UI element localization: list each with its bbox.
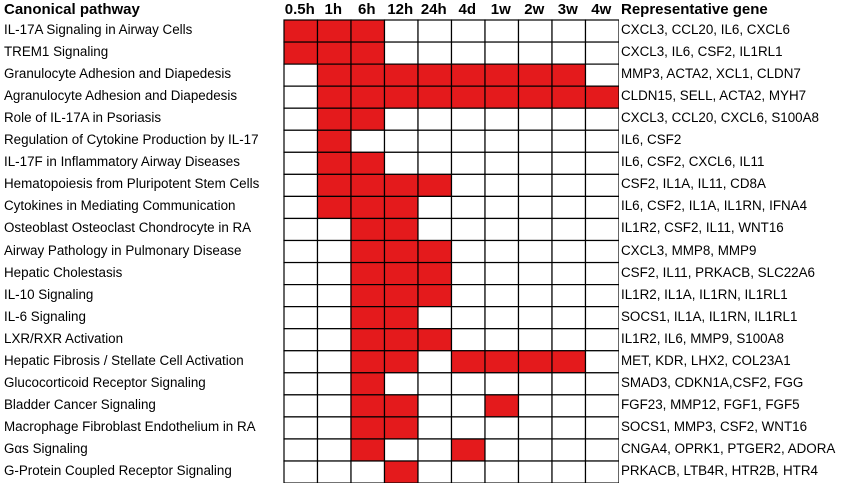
cell-active xyxy=(385,417,419,439)
cell-active xyxy=(485,395,519,417)
cell-active xyxy=(418,64,452,86)
cell-inactive xyxy=(318,373,352,395)
cell-inactive xyxy=(385,20,419,42)
column-header-5: 4d xyxy=(458,1,476,18)
cell-active xyxy=(351,86,385,108)
cell-inactive xyxy=(284,174,318,196)
cell-inactive xyxy=(351,130,385,152)
cell-inactive xyxy=(318,218,352,240)
cell-inactive xyxy=(552,263,586,285)
cell-inactive xyxy=(452,395,486,417)
cell-inactive xyxy=(586,130,620,152)
cell-active xyxy=(418,285,452,307)
cell-inactive xyxy=(284,461,318,483)
cell-active xyxy=(351,439,385,461)
cell-inactive xyxy=(284,130,318,152)
cell-inactive xyxy=(586,307,620,329)
cell-active xyxy=(385,307,419,329)
cell-active xyxy=(385,241,419,263)
column-header-6: 1w xyxy=(490,1,511,18)
cell-active xyxy=(351,329,385,351)
gene-label: CSF2, IL1A, IL11, CD8A xyxy=(621,176,766,192)
cell-active xyxy=(351,42,385,64)
cell-inactive xyxy=(552,196,586,218)
cell-inactive xyxy=(452,263,486,285)
cell-inactive xyxy=(284,285,318,307)
cell-active xyxy=(318,20,352,42)
cell-inactive xyxy=(452,130,486,152)
cell-active xyxy=(318,42,352,64)
cell-inactive xyxy=(284,152,318,174)
cell-inactive xyxy=(586,152,620,174)
cell-active xyxy=(351,351,385,373)
cell-inactive xyxy=(284,417,318,439)
cell-inactive xyxy=(318,395,352,417)
cell-inactive xyxy=(418,461,452,483)
cell-inactive xyxy=(418,130,452,152)
gene-label: IL6, CSF2, CXCL6, IL11 xyxy=(621,154,765,170)
pathway-label: Bladder Cancer Signaling xyxy=(4,396,156,412)
gene-label: IL1R2, IL6, MMP9, S100A8 xyxy=(621,330,785,346)
cell-inactive xyxy=(418,196,452,218)
cell-inactive xyxy=(552,461,586,483)
cell-active xyxy=(351,196,385,218)
cell-inactive xyxy=(519,285,553,307)
pathway-label: Hepatic Fibrosis / Stellate Cell Activation xyxy=(4,352,244,368)
cell-inactive xyxy=(418,152,452,174)
cell-inactive xyxy=(586,439,620,461)
cell-active xyxy=(385,351,419,373)
gene-label: MET, KDR, LHX2, COL23A1 xyxy=(621,352,791,368)
cell-inactive xyxy=(485,196,519,218)
cell-inactive xyxy=(452,152,486,174)
cell-inactive xyxy=(318,351,352,373)
cell-active xyxy=(318,64,352,86)
cell-inactive xyxy=(485,241,519,263)
gene-label: SOCS1, MMP3, CSF2, WNT16 xyxy=(621,418,808,434)
cell-active xyxy=(318,86,352,108)
cell-active xyxy=(318,130,352,152)
gene-label: IL1R2, CSF2, IL11, WNT16 xyxy=(621,220,784,236)
gene-label: CXCL3, MMP8, MMP9 xyxy=(621,242,757,258)
gene-label: IL1R2, IL1A, IL1RN, IL1RL1 xyxy=(621,286,788,302)
cell-active xyxy=(485,64,519,86)
gene-label: IL6, CSF2 xyxy=(621,132,682,148)
cell-inactive xyxy=(318,307,352,329)
cell-active xyxy=(385,285,419,307)
cell-active xyxy=(318,174,352,196)
pathway-label: Airway Pathology in Pulmonary Disease xyxy=(4,242,242,258)
gene-label: CLDN15, SELL, ACTA2, MYH7 xyxy=(621,88,807,104)
pathway-label: IL-17F in Inflammatory Airway Diseases xyxy=(4,154,240,170)
pathway-label: Granulocyte Adhesion and Diapedesis xyxy=(4,66,232,82)
cell-inactive xyxy=(452,307,486,329)
cell-inactive xyxy=(485,373,519,395)
cell-inactive xyxy=(485,130,519,152)
gene-label: PRKACB, LTB4R, HTR2B, HTR4 xyxy=(621,463,818,478)
cell-active xyxy=(385,174,419,196)
gene-label: CXCL3, CCL20, CXCL6, S100A8 xyxy=(621,110,819,126)
gene-header: Representative gene xyxy=(621,1,768,18)
cell-inactive xyxy=(284,64,318,86)
cell-inactive xyxy=(519,461,553,483)
column-header-8: 3w xyxy=(557,1,578,18)
cell-inactive xyxy=(519,417,553,439)
column-header-3: 12h xyxy=(387,1,414,18)
cell-active xyxy=(318,152,352,174)
pathway-label: IL-17A Signaling in Airway Cells xyxy=(4,22,193,37)
cell-active xyxy=(284,20,318,42)
cell-inactive xyxy=(586,42,620,64)
cell-inactive xyxy=(552,130,586,152)
cell-active xyxy=(552,64,586,86)
cell-inactive xyxy=(586,174,620,196)
cell-inactive xyxy=(452,174,486,196)
cell-inactive xyxy=(519,130,553,152)
cell-active xyxy=(351,218,385,240)
cell-inactive xyxy=(586,373,620,395)
cell-inactive xyxy=(418,42,452,64)
cell-active xyxy=(418,86,452,108)
pathway-label: G-Protein Coupled Receptor Signaling xyxy=(4,463,232,478)
cell-inactive xyxy=(385,42,419,64)
pathway-label: LXR/RXR Activation xyxy=(4,330,124,346)
cell-inactive xyxy=(284,439,318,461)
cell-inactive xyxy=(318,417,352,439)
cell-inactive xyxy=(485,307,519,329)
cell-inactive xyxy=(452,461,486,483)
cell-inactive xyxy=(552,417,586,439)
cell-inactive xyxy=(586,263,620,285)
cell-inactive xyxy=(519,108,553,130)
cell-inactive xyxy=(452,108,486,130)
cell-inactive xyxy=(519,152,553,174)
cell-inactive xyxy=(519,174,553,196)
pathway-label: TREM1 Signaling xyxy=(4,44,109,60)
cell-inactive xyxy=(284,241,318,263)
cell-inactive xyxy=(284,351,318,373)
pathway-label: Agranulocyte Adhesion and Diapedesis xyxy=(4,88,238,104)
cell-active xyxy=(552,351,586,373)
cell-inactive xyxy=(351,461,385,483)
cell-inactive xyxy=(452,241,486,263)
pathway-label: Role of IL-17A in Psoriasis xyxy=(4,110,162,126)
cell-inactive xyxy=(485,108,519,130)
cell-inactive xyxy=(552,395,586,417)
cell-inactive xyxy=(552,174,586,196)
cell-inactive xyxy=(586,417,620,439)
pathway-label: Macrophage Fibroblast Endothelium in RA xyxy=(4,418,256,434)
gene-label: FGF23, MMP12, FGF1, FGF5 xyxy=(621,396,800,412)
cell-active xyxy=(385,196,419,218)
gene-label: MMP3, ACTA2, XCL1, CLDN7 xyxy=(621,66,801,82)
cell-inactive xyxy=(452,218,486,240)
cell-inactive xyxy=(552,439,586,461)
cell-inactive xyxy=(452,417,486,439)
cell-active xyxy=(351,152,385,174)
cell-active xyxy=(351,417,385,439)
cell-inactive xyxy=(418,439,452,461)
cell-inactive xyxy=(318,461,352,483)
cell-inactive xyxy=(318,329,352,351)
cell-inactive xyxy=(552,307,586,329)
cell-active xyxy=(351,263,385,285)
cell-active xyxy=(519,351,553,373)
cell-inactive xyxy=(586,395,620,417)
cell-inactive xyxy=(519,241,553,263)
cell-inactive xyxy=(485,285,519,307)
cell-inactive xyxy=(485,20,519,42)
cell-inactive xyxy=(284,373,318,395)
cell-inactive xyxy=(519,329,553,351)
cell-inactive xyxy=(552,285,586,307)
cell-inactive xyxy=(586,64,620,86)
cell-inactive xyxy=(519,218,553,240)
cell-inactive xyxy=(519,42,553,64)
cell-active xyxy=(385,86,419,108)
cell-active xyxy=(452,439,486,461)
pathway-label: Osteoblast Osteoclast Chondrocyte in RA xyxy=(4,220,252,236)
gene-label: CXCL3, CCL20, IL6, CXCL6 xyxy=(621,22,790,37)
cell-active xyxy=(351,373,385,395)
cell-inactive xyxy=(284,108,318,130)
pathway-label: IL-10 Signaling xyxy=(4,286,94,302)
gene-label: CSF2, IL11, PRKACB, SLC22A6 xyxy=(621,264,816,280)
cell-inactive xyxy=(452,20,486,42)
cell-active xyxy=(519,86,553,108)
cell-inactive xyxy=(284,263,318,285)
cell-active xyxy=(418,241,452,263)
gene-label: CXCL3, IL6, CSF2, IL1RL1 xyxy=(621,44,783,60)
gene-label: SMAD3, CDKN1A,CSF2, FGG xyxy=(621,374,804,390)
cell-inactive xyxy=(418,20,452,42)
cell-active xyxy=(318,196,352,218)
cell-inactive xyxy=(385,373,419,395)
pathway-label: Cytokines in Mediating Communication xyxy=(4,198,236,214)
column-header-9: 4w xyxy=(591,1,612,18)
cell-active xyxy=(351,285,385,307)
cell-inactive xyxy=(485,174,519,196)
pathway-label: Hepatic Cholestasis xyxy=(4,264,123,280)
cell-active xyxy=(452,64,486,86)
cell-inactive xyxy=(485,329,519,351)
pathway-label: Glucocorticoid Receptor Signaling xyxy=(4,374,206,390)
cell-inactive xyxy=(586,461,620,483)
pathway-label: Gαs Signaling xyxy=(4,440,88,456)
cell-active xyxy=(385,64,419,86)
cell-inactive xyxy=(586,218,620,240)
cell-inactive xyxy=(485,152,519,174)
row-header: Canonical pathway xyxy=(4,1,140,18)
cell-inactive xyxy=(485,218,519,240)
cell-inactive xyxy=(485,461,519,483)
cell-inactive xyxy=(284,218,318,240)
cell-inactive xyxy=(452,373,486,395)
column-header-1: 1h xyxy=(324,1,342,18)
column-header-2: 6h xyxy=(357,1,376,18)
cell-inactive xyxy=(485,439,519,461)
cell-inactive xyxy=(318,241,352,263)
cell-inactive xyxy=(485,42,519,64)
cell-inactive xyxy=(418,307,452,329)
cell-inactive xyxy=(318,285,352,307)
cell-inactive xyxy=(519,20,553,42)
cell-active xyxy=(351,20,385,42)
cell-inactive xyxy=(452,196,486,218)
cell-inactive xyxy=(284,395,318,417)
cell-inactive xyxy=(284,329,318,351)
cell-inactive xyxy=(452,42,486,64)
cell-inactive xyxy=(519,439,553,461)
cell-inactive xyxy=(485,417,519,439)
column-header-7: 2w xyxy=(524,1,545,18)
gene-label: IL6, CSF2, IL1A, IL1RN, IFNA4 xyxy=(621,198,808,214)
cell-inactive xyxy=(318,263,352,285)
pathway-label: IL-6 Signaling xyxy=(4,308,86,324)
cell-active xyxy=(284,42,318,64)
column-header-4: 24h xyxy=(420,1,447,18)
cell-active xyxy=(552,86,586,108)
gene-label: CNGA4, OPRK1, PTGER2, ADORA xyxy=(621,440,836,456)
heatmap-grid xyxy=(283,19,619,483)
cell-active xyxy=(385,329,419,351)
cell-active xyxy=(351,174,385,196)
cell-active xyxy=(418,174,452,196)
cell-inactive xyxy=(552,329,586,351)
cell-inactive xyxy=(284,86,318,108)
cell-active xyxy=(452,351,486,373)
cell-inactive xyxy=(284,196,318,218)
pathway-label: Regulation of Cytokine Production by IL-17 xyxy=(4,132,259,148)
cell-inactive xyxy=(586,329,620,351)
cell-active xyxy=(385,263,419,285)
cell-inactive xyxy=(385,108,419,130)
cell-inactive xyxy=(552,152,586,174)
cell-inactive xyxy=(519,263,553,285)
pathway-label: Hematopoiesis from Pluripotent Stem Cells xyxy=(4,176,260,192)
cell-inactive xyxy=(385,152,419,174)
cell-inactive xyxy=(284,307,318,329)
cell-inactive xyxy=(418,351,452,373)
cell-inactive xyxy=(586,285,620,307)
cell-active xyxy=(452,86,486,108)
cell-inactive xyxy=(385,130,419,152)
cell-inactive xyxy=(586,108,620,130)
cell-inactive xyxy=(452,285,486,307)
cell-inactive xyxy=(418,218,452,240)
cell-active xyxy=(351,241,385,263)
cell-active xyxy=(351,108,385,130)
cell-active xyxy=(385,395,419,417)
cell-inactive xyxy=(586,20,620,42)
cell-inactive xyxy=(452,329,486,351)
cell-inactive xyxy=(552,218,586,240)
cell-inactive xyxy=(519,373,553,395)
cell-inactive xyxy=(519,196,553,218)
cell-inactive xyxy=(552,108,586,130)
cell-active xyxy=(351,64,385,86)
cell-active xyxy=(385,461,419,483)
cell-inactive xyxy=(519,307,553,329)
cell-active xyxy=(418,329,452,351)
cell-inactive xyxy=(552,42,586,64)
cell-inactive xyxy=(586,351,620,373)
cell-inactive xyxy=(552,373,586,395)
cell-active xyxy=(485,86,519,108)
cell-inactive xyxy=(519,395,553,417)
cell-active xyxy=(351,307,385,329)
cell-active xyxy=(418,263,452,285)
cell-active xyxy=(586,86,620,108)
cell-inactive xyxy=(586,196,620,218)
cell-active xyxy=(385,218,419,240)
cell-inactive xyxy=(385,439,419,461)
cell-inactive xyxy=(485,263,519,285)
cell-active xyxy=(351,395,385,417)
cell-active xyxy=(519,64,553,86)
cell-inactive xyxy=(418,373,452,395)
cell-active xyxy=(485,351,519,373)
cell-active xyxy=(318,108,352,130)
cell-inactive xyxy=(318,439,352,461)
cell-inactive xyxy=(552,241,586,263)
column-header-0: 0.5h xyxy=(284,1,315,18)
cell-inactive xyxy=(418,395,452,417)
gene-label: SOCS1, IL1A, IL1RN, IL1RL1 xyxy=(621,308,798,324)
cell-inactive xyxy=(586,241,620,263)
cell-inactive xyxy=(418,417,452,439)
cell-inactive xyxy=(552,20,586,42)
cell-inactive xyxy=(418,108,452,130)
